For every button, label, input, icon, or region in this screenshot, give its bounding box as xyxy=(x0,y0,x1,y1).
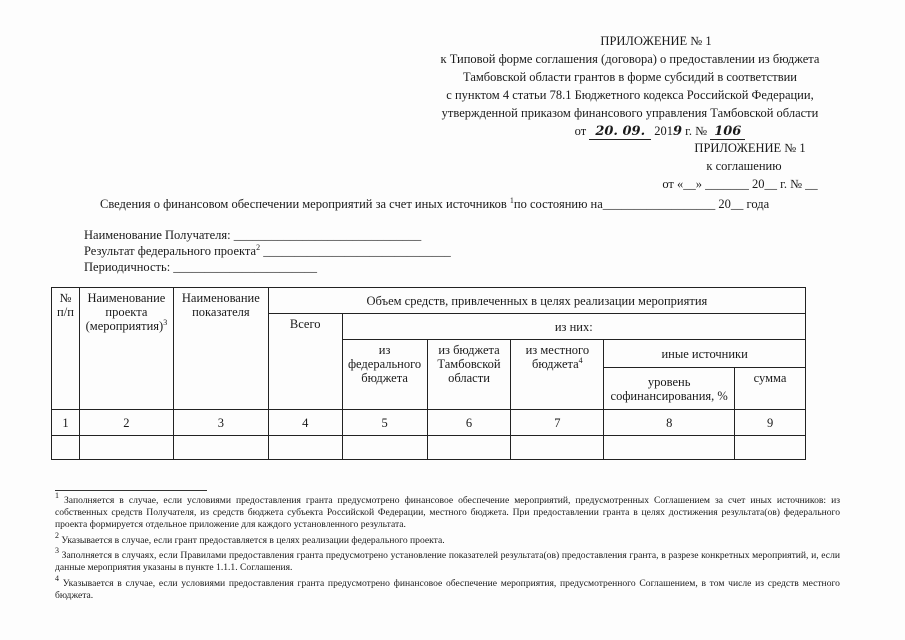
header-of-which: из них: xyxy=(342,314,805,340)
header-indicator: Наименование показателя xyxy=(173,288,268,410)
footnote-ref-4: 4 xyxy=(578,356,583,365)
appendix-line-2: Тамбовской области грантов в форме субсидий в соответствии xyxy=(463,70,797,84)
number-handwritten: 106 xyxy=(710,124,745,140)
table-cell[interactable] xyxy=(427,436,511,460)
table-cell: 6 xyxy=(427,410,511,436)
date-year-digit: 9 xyxy=(672,124,683,139)
table-cell: 3 xyxy=(173,410,268,436)
footnote-divider xyxy=(55,490,207,491)
agreement-date-line: от «__» _______ 20__ г. № __ xyxy=(662,177,818,191)
recipient-field: Наименование Получателя: ______________________________ xyxy=(84,228,422,242)
periodicity-field: Периодичность: _______________________ xyxy=(84,260,318,274)
report-title-text: Сведения о финансовом обеспечении мероприятий за счет иных источников xyxy=(100,197,510,211)
number-prefix: г. № xyxy=(685,124,708,138)
result-field xyxy=(84,243,451,259)
footnote-3 xyxy=(55,546,840,574)
header-num: № п/п xyxy=(52,288,80,410)
report-title-date: по состоянию на__________________ 20__ года xyxy=(513,197,770,211)
financing-table xyxy=(51,287,806,460)
header-local-label: из местного бюджета xyxy=(525,343,590,371)
footnote-mark: 1 xyxy=(55,491,59,500)
appendix-line-4: утвержденной приказом финансового управления Тамбовской области xyxy=(441,106,819,120)
table-cell: 2 xyxy=(79,410,173,436)
footnote-1 xyxy=(55,491,840,531)
table-cell: 1 xyxy=(52,410,80,436)
appendix-line-3: с пунктом 4 статьи 78.1 Бюджетного кодекса Российской Федерации, xyxy=(446,88,814,102)
agreement-title: ПРИЛОЖЕНИЕ № 1 xyxy=(694,141,806,155)
table-cell[interactable] xyxy=(268,436,342,460)
header-other-sources: иные источники xyxy=(604,340,806,368)
recipient-fields xyxy=(84,227,451,275)
table-cell: 5 xyxy=(342,410,427,436)
footnote-text: Указывается в случае, если условиями предоставления гранта предусмотрено финансовое обеспечение мероприятия, предусмотренного Соглашением, в том числе из средств местного бюджета. xyxy=(55,578,840,601)
footnote-text: Указывается в случае, если грант предоставляется в целях реализации федерального проекта. xyxy=(61,535,445,546)
table-cell[interactable] xyxy=(342,436,427,460)
header-volume: Объем средств, привлеченных в целях реализации мероприятия xyxy=(268,288,805,314)
footnote-ref-3: 3 xyxy=(163,318,168,327)
footnote-mark: 4 xyxy=(55,574,59,583)
table-cell[interactable] xyxy=(173,436,268,460)
footnote-text: Заполняется в случае, если условиями предоставления гранта предусмотрено финансовое обеспечение мероприятий, предусмотренных Соглашением за счет иных источников: из собственных средств Получателя, из средств бюджета субъекта Российской Федерации, местного бюджета. При предоставлении гранта в целях достижения результата(ов) федерального проекта формируется отдельное приложение для каждого установленного результата. xyxy=(55,495,840,530)
header-cofinancing: уровень софинансирования, % xyxy=(604,368,735,410)
report-title xyxy=(100,197,769,212)
table-number-row xyxy=(52,410,806,436)
footnote-2 xyxy=(55,531,840,547)
header-federal: из федерального бюджета xyxy=(342,340,427,410)
date-handwritten: 20. 09. xyxy=(589,124,651,140)
table-row xyxy=(52,436,806,460)
agreement-line: к соглашению xyxy=(706,159,782,173)
header-project-label: Наименование проекта (мероприятия) xyxy=(85,291,166,333)
table-cell[interactable] xyxy=(735,436,806,460)
footnote-ref-1: 1 xyxy=(509,196,514,205)
result-label: Результат федерального проекта xyxy=(84,244,257,258)
appendix-line-1: к Типовой форме соглашения (договора) о предоставлении из бюджета xyxy=(440,52,820,66)
table-cell: 8 xyxy=(604,410,735,436)
header-total: Всего xyxy=(268,314,342,410)
header-regional: из бюджета Тамбовской области xyxy=(427,340,511,410)
table-cell: 9 xyxy=(735,410,806,436)
table-cell[interactable] xyxy=(52,436,80,460)
footnote-mark: 2 xyxy=(55,531,59,540)
table-cell: 4 xyxy=(268,410,342,436)
result-blank: ______________________________ xyxy=(260,244,451,258)
date-year-prefix: 201 xyxy=(654,124,673,138)
appendix-title: ПРИЛОЖЕНИЕ № 1 xyxy=(600,34,712,48)
footnote-mark: 3 xyxy=(55,546,59,555)
date-prefix: от xyxy=(574,124,587,138)
agreement-header xyxy=(640,139,840,193)
header-sum: сумма xyxy=(735,368,806,410)
header-project xyxy=(79,288,173,410)
footnote-4 xyxy=(55,574,840,602)
footnote-text: Заполняется в случаях, если Правилами предоставления гранта предусмотрено установление показателей результата(ов) предоставления гранта, в разрезе конкретных мероприятий, и, если данные мероприятия указаны в пункте 1.1.1. Соглашения. xyxy=(55,550,840,573)
footnote-ref-2: 2 xyxy=(256,243,261,252)
header-local xyxy=(511,340,604,410)
appendix-header xyxy=(400,32,860,141)
table-cell: 7 xyxy=(511,410,604,436)
table-cell[interactable] xyxy=(511,436,604,460)
table-cell[interactable] xyxy=(79,436,173,460)
table-cell[interactable] xyxy=(604,436,735,460)
